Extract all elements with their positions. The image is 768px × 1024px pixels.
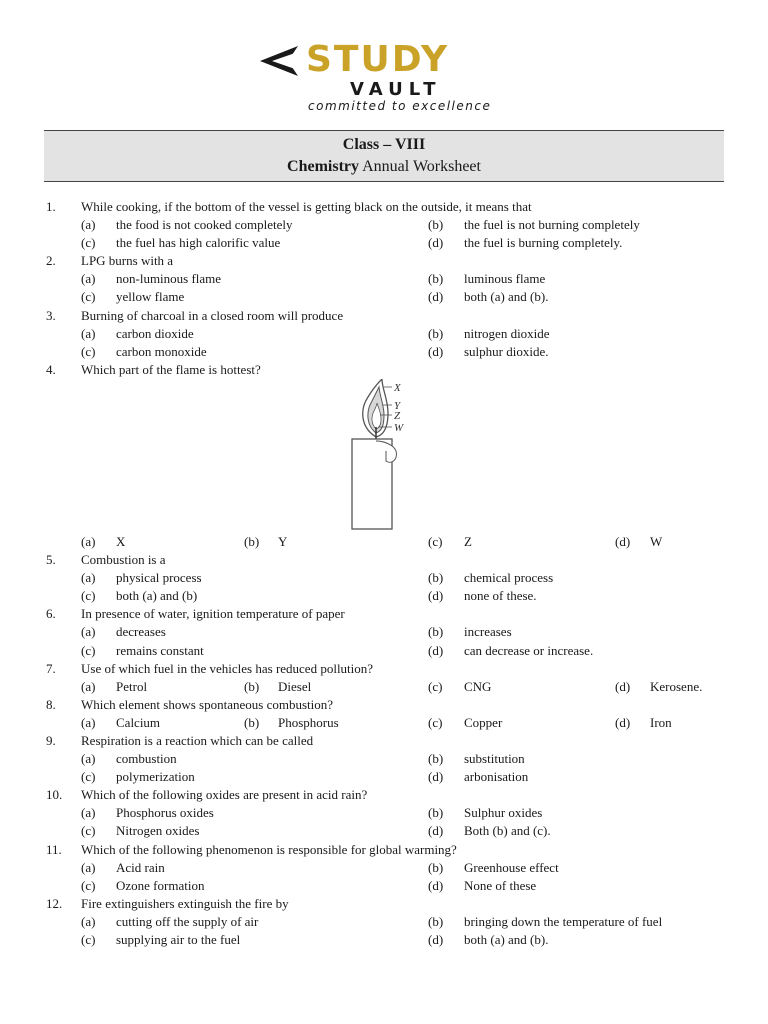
class-title: Class – VIII [342,136,426,153]
option-text: carbon monoxide [116,343,207,359]
option-text: Ozone formation [116,877,205,893]
option-row [44,877,724,895]
option-label: (a) [81,913,96,929]
option-label: (d) [428,343,444,359]
option-label: (c) [428,678,443,694]
option-label: (a) [81,533,96,549]
question-number: 11. [46,841,62,857]
option-label: (b) [428,271,444,287]
option-label: (d) [428,877,444,893]
option-row [44,822,724,840]
option-text: W [650,533,663,549]
question-number: 1. [46,199,56,214]
label-y: Y [394,399,401,412]
option-row [44,642,724,660]
question-row [44,551,724,569]
option-label: (d) [615,714,631,730]
study-vault-logo [258,40,514,116]
option-label: (b) [428,859,444,875]
option-label: (a) [81,714,96,730]
option-text: Kerosene. [650,678,703,694]
option-row [44,569,724,587]
option-label: (b) [428,751,444,767]
question-row [44,307,724,325]
option-text: increases [464,624,512,640]
question-row [44,660,724,678]
option-text: bringing down the temperature of fuel [464,913,663,929]
worksheet-name: Annual Worksheet [362,158,481,175]
option-label: (c) [81,588,96,604]
option-row [44,288,724,306]
option-text: physical process [116,570,202,586]
option-text: both (a) and (b). [464,932,549,947]
question-row [44,732,724,750]
option-text: luminous flame [464,271,546,287]
option-text: the food is not cooked completely [116,217,293,233]
option-text: Y [278,533,288,549]
option-label: (c) [81,235,96,251]
question-number: 8. [46,696,56,712]
label-w: W [394,421,404,434]
question-number: 9. [46,732,56,748]
option-row [44,623,724,641]
option-label: (a) [81,624,96,640]
option-row [44,768,724,786]
logo-brand-top: STUDY [306,39,450,80]
question-number: 12. [46,895,63,911]
option-text: carbon dioxide [116,325,194,341]
question-number: 6. [46,606,56,622]
label-x: X [394,381,401,394]
question-text: Which of the following oxides are present in acid rain? [81,787,368,803]
logo-tagline: committed to excellence [308,99,492,113]
option-row [44,587,724,605]
option-text: Z [464,533,472,549]
question-text: Fire extinguishers extinguish the fire by [81,895,289,911]
question-number: 7. [46,660,56,676]
question-text: Combustion is a [81,552,166,568]
candle-flame-figure [44,379,724,533]
question-row [44,696,724,714]
option-label: (d) [428,769,444,785]
option-text: can decrease or increase. [464,642,594,658]
option-text: substitution [464,751,525,767]
question-row [44,895,724,913]
worksheet-title [44,156,724,178]
label-z: Z [394,409,401,422]
question-row [44,786,724,804]
option-label: (a) [81,217,96,233]
question-number: 2. [46,253,56,269]
option-text: sulphur dioxide. [464,343,549,359]
option-text: X [116,533,126,549]
option-label: (a) [81,271,96,287]
question-number: 4. [46,361,56,377]
option-label: (d) [428,823,444,839]
question-text: Respiration is a reaction which can be called [81,732,314,748]
option-text: chemical process [464,570,554,586]
option-text: Both (b) and (c). [464,823,551,839]
option-label: (b) [428,805,444,821]
option-label: (a) [81,325,96,341]
option-row [44,931,724,949]
option-label: (b) [428,624,444,640]
option-label: (d) [428,289,444,305]
arrow-logo-icon [258,44,306,78]
question-text: Burning of charcoal in a closed room will produce [81,307,344,323]
option-text: Sulphur oxides [464,805,543,821]
option-row [44,343,724,361]
option-text: yellow flame [116,289,185,305]
option-row [44,859,724,877]
option-row [44,216,724,234]
question-row [44,252,724,270]
option-text: Iron [650,714,672,730]
option-label: (c) [81,769,96,785]
option-text: CNG [464,678,492,694]
question-text: In presence of water, ignition temperature of paper [81,606,345,622]
question-number: 5. [46,552,56,568]
option-text: Greenhouse effect [464,859,559,875]
option-text: the fuel is burning completely. [464,235,623,251]
option-text: both (a) and (b) [116,588,198,604]
question-text: LPG burns with a [81,253,174,269]
question-text: Which of the following phenomenon is responsible for global warming? [81,841,457,857]
question-number: 10. [46,787,63,803]
option-label: (d) [615,533,631,549]
option-text: Diesel [278,678,312,694]
option-text: polymerization [116,769,195,785]
candle-flame-diagram [346,379,456,531]
question-text: Which part of the flame is hottest? [81,361,261,377]
option-label: (c) [81,823,96,839]
option-label: (c) [81,642,96,658]
option-label: (c) [81,877,96,893]
logo-brand-bottom: VAULT [350,79,442,100]
option-text: Acid rain [116,859,165,875]
option-text: combustion [116,751,177,767]
option-label: (a) [81,859,96,875]
option-label: (a) [81,805,96,821]
option-row [44,270,724,288]
option-label: (b) [428,570,444,586]
question-row [44,361,724,379]
option-text: both (a) and (b). [464,289,549,305]
option-label: (d) [428,932,444,947]
option-row [44,678,724,696]
option-text: nitrogen dioxide [464,325,550,341]
option-label: (a) [81,751,96,767]
option-text: None of these [464,877,537,893]
option-text: the fuel has high calorific value [116,235,281,251]
option-label: (c) [428,533,443,549]
question-number: 3. [46,307,56,323]
question-text: Use of which fuel in the vehicles has reduced pollution? [81,660,374,676]
option-label: (b) [244,678,260,694]
option-label: (b) [244,714,260,730]
option-row [44,714,724,732]
option-row [44,325,724,343]
option-label: (b) [428,325,444,341]
question-row [44,841,724,859]
option-text: supplying air to the fuel [116,932,241,947]
option-label: (d) [428,588,444,604]
option-row [44,804,724,822]
option-text: cutting off the supply of air [116,913,259,929]
option-text: Phosphorus oxides [116,805,214,821]
option-row [44,234,724,252]
questions-area [44,198,724,949]
question-row [44,605,724,623]
option-text: none of these. [464,588,537,604]
worksheet-header [44,130,724,182]
option-text: decreases [116,624,166,640]
option-text: Phosphorus [278,714,339,730]
subject-name: Chemistry [287,158,359,175]
option-label: (a) [81,678,96,694]
option-label: (c) [81,343,96,359]
question-text: While cooking, if the bottom of the vessel is getting black on the outside, it means that [81,199,532,214]
option-label: (c) [81,289,96,305]
option-label: (c) [81,932,96,947]
option-row [44,533,724,551]
option-row [44,750,724,768]
option-label: (d) [428,235,444,251]
option-text: non-luminous flame [116,271,222,287]
option-row [44,913,724,931]
option-text: remains constant [116,642,204,658]
question-row [44,198,724,216]
question-text: Which element shows spontaneous combustion? [81,696,334,712]
option-label: (b) [428,217,444,233]
option-label: (a) [81,570,96,586]
option-label: (d) [428,642,444,658]
option-label: (d) [615,678,631,694]
option-label: (c) [428,714,443,730]
option-text: Calcium [116,714,161,730]
option-text: Petrol [116,678,148,694]
option-text: Copper [464,714,503,730]
option-text: arbonisation [464,769,529,785]
option-text: the fuel is not burning completely [464,217,640,233]
option-label: (b) [244,533,260,549]
option-text: Nitrogen oxides [116,823,200,839]
option-label: (b) [428,913,444,929]
